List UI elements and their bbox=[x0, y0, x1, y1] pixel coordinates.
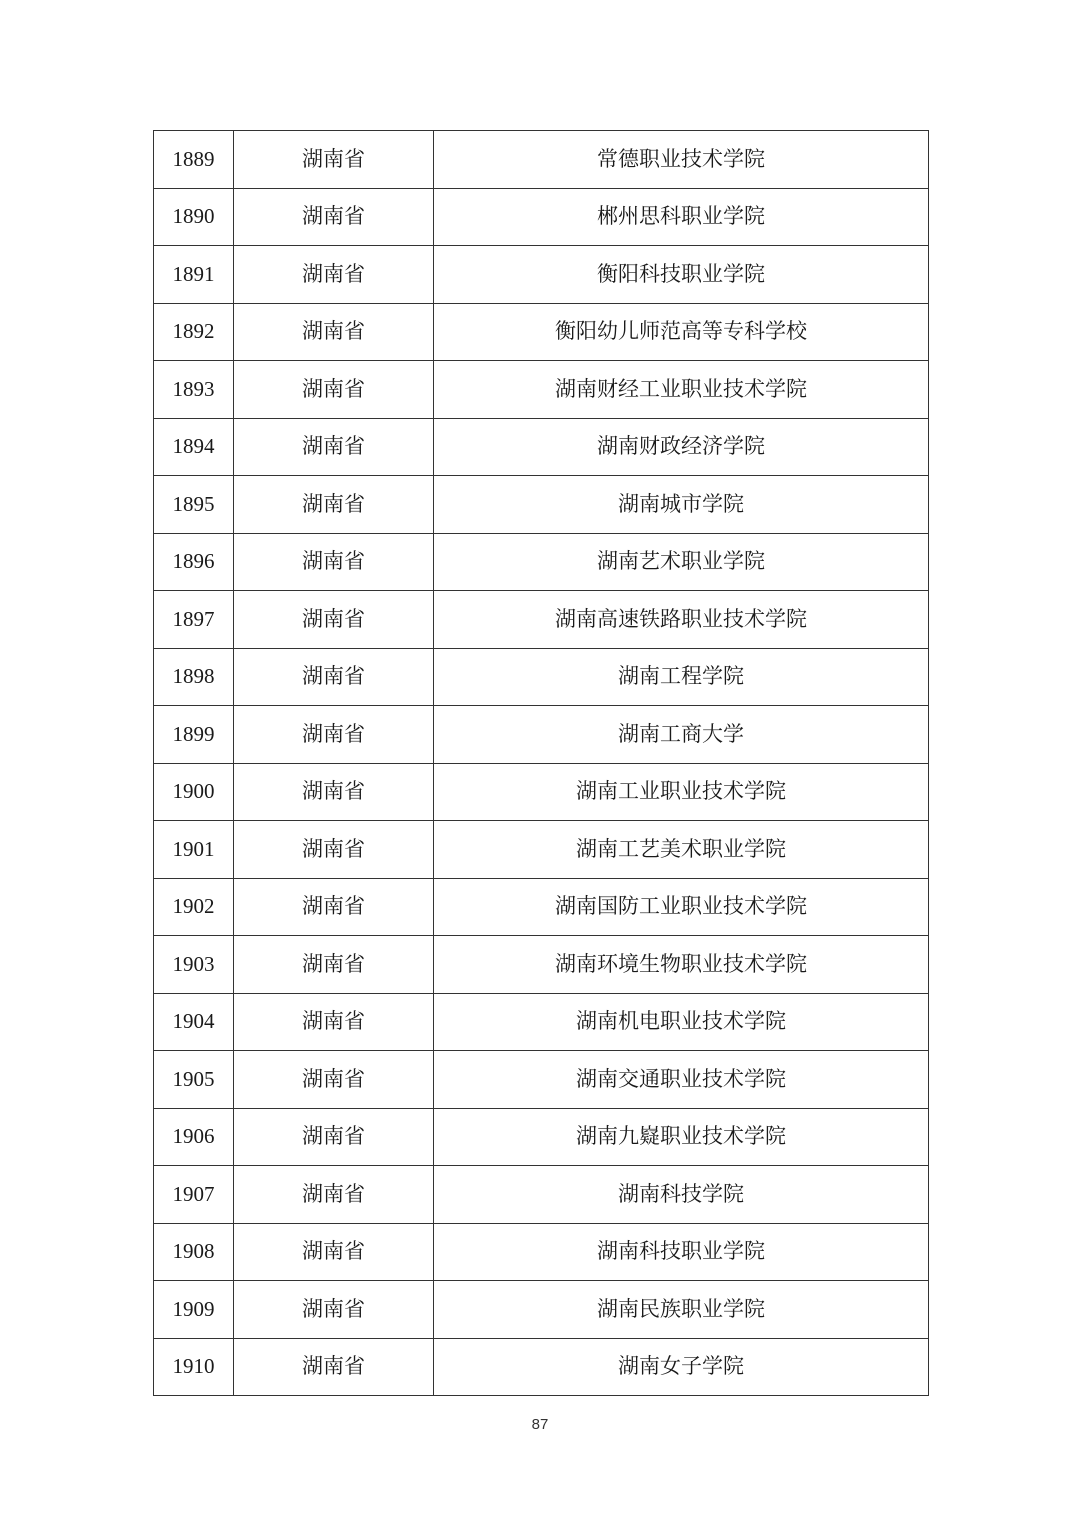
table-row bbox=[154, 533, 929, 591]
school-name-cell: 郴州思科职业学院 bbox=[434, 188, 929, 246]
table-row bbox=[154, 648, 929, 706]
row-number-cell: 1898 bbox=[154, 648, 234, 706]
province-cell: 湖南省 bbox=[234, 591, 434, 649]
school-name-cell: 湖南科技学院 bbox=[434, 1166, 929, 1224]
province-cell: 湖南省 bbox=[234, 246, 434, 304]
school-name-cell: 湖南九嶷职业技术学院 bbox=[434, 1108, 929, 1166]
table-row bbox=[154, 1281, 929, 1339]
table-row bbox=[154, 1223, 929, 1281]
school-name-cell: 湖南工程学院 bbox=[434, 648, 929, 706]
school-name-cell: 湖南民族职业学院 bbox=[434, 1281, 929, 1339]
school-name-cell: 湖南机电职业技术学院 bbox=[434, 993, 929, 1051]
table-row bbox=[154, 476, 929, 534]
school-name-cell: 湖南城市学院 bbox=[434, 476, 929, 534]
school-list-table bbox=[153, 130, 929, 1396]
row-number-cell: 1903 bbox=[154, 936, 234, 994]
school-name-cell: 湖南国防工业职业技术学院 bbox=[434, 878, 929, 936]
row-number-cell: 1907 bbox=[154, 1166, 234, 1224]
province-cell: 湖南省 bbox=[234, 418, 434, 476]
row-number-cell: 1892 bbox=[154, 303, 234, 361]
school-name-cell: 常德职业技术学院 bbox=[434, 131, 929, 189]
row-number-cell: 1904 bbox=[154, 993, 234, 1051]
table-body bbox=[154, 131, 929, 1396]
table-row bbox=[154, 763, 929, 821]
school-name-cell: 湖南工艺美术职业学院 bbox=[434, 821, 929, 879]
row-number-cell: 1899 bbox=[154, 706, 234, 764]
table-row bbox=[154, 361, 929, 419]
row-number-cell: 1890 bbox=[154, 188, 234, 246]
table-row bbox=[154, 418, 929, 476]
province-cell: 湖南省 bbox=[234, 993, 434, 1051]
row-number-cell: 1896 bbox=[154, 533, 234, 591]
table-row bbox=[154, 936, 929, 994]
province-cell: 湖南省 bbox=[234, 361, 434, 419]
row-number-cell: 1889 bbox=[154, 131, 234, 189]
table-row bbox=[154, 188, 929, 246]
school-name-cell: 衡阳科技职业学院 bbox=[434, 246, 929, 304]
row-number-cell: 1893 bbox=[154, 361, 234, 419]
row-number-cell: 1905 bbox=[154, 1051, 234, 1109]
school-name-cell: 湖南艺术职业学院 bbox=[434, 533, 929, 591]
row-number-cell: 1902 bbox=[154, 878, 234, 936]
row-number-cell: 1894 bbox=[154, 418, 234, 476]
school-name-cell: 湖南女子学院 bbox=[434, 1338, 929, 1396]
province-cell: 湖南省 bbox=[234, 706, 434, 764]
province-cell: 湖南省 bbox=[234, 1223, 434, 1281]
row-number-cell: 1901 bbox=[154, 821, 234, 879]
row-number-cell: 1910 bbox=[154, 1338, 234, 1396]
page-number: 87 bbox=[531, 1416, 549, 1433]
table-row bbox=[154, 591, 929, 649]
school-name-cell: 湖南科技职业学院 bbox=[434, 1223, 929, 1281]
school-name-cell: 湖南工商大学 bbox=[434, 706, 929, 764]
school-name-cell: 湖南交通职业技术学院 bbox=[434, 1051, 929, 1109]
province-cell: 湖南省 bbox=[234, 821, 434, 879]
school-name-cell: 湖南高速铁路职业技术学院 bbox=[434, 591, 929, 649]
table-row bbox=[154, 993, 929, 1051]
row-number-cell: 1906 bbox=[154, 1108, 234, 1166]
province-cell: 湖南省 bbox=[234, 303, 434, 361]
table-row bbox=[154, 821, 929, 879]
row-number-cell: 1897 bbox=[154, 591, 234, 649]
province-cell: 湖南省 bbox=[234, 648, 434, 706]
school-name-cell: 衡阳幼儿师范高等专科学校 bbox=[434, 303, 929, 361]
province-cell: 湖南省 bbox=[234, 188, 434, 246]
row-number-cell: 1895 bbox=[154, 476, 234, 534]
table-row bbox=[154, 303, 929, 361]
table-row bbox=[154, 1338, 929, 1396]
table-row bbox=[154, 1051, 929, 1109]
school-name-cell: 湖南环境生物职业技术学院 bbox=[434, 936, 929, 994]
school-name-cell: 湖南财政经济学院 bbox=[434, 418, 929, 476]
table-row bbox=[154, 246, 929, 304]
row-number-cell: 1891 bbox=[154, 246, 234, 304]
table-row bbox=[154, 131, 929, 189]
school-name-cell: 湖南财经工业职业技术学院 bbox=[434, 361, 929, 419]
province-cell: 湖南省 bbox=[234, 533, 434, 591]
province-cell: 湖南省 bbox=[234, 476, 434, 534]
province-cell: 湖南省 bbox=[234, 1051, 434, 1109]
row-number-cell: 1908 bbox=[154, 1223, 234, 1281]
table-row bbox=[154, 706, 929, 764]
table-row bbox=[154, 878, 929, 936]
school-name-cell: 湖南工业职业技术学院 bbox=[434, 763, 929, 821]
table-row bbox=[154, 1108, 929, 1166]
row-number-cell: 1909 bbox=[154, 1281, 234, 1339]
row-number-cell: 1900 bbox=[154, 763, 234, 821]
province-cell: 湖南省 bbox=[234, 936, 434, 994]
table-row bbox=[154, 1166, 929, 1224]
province-cell: 湖南省 bbox=[234, 1108, 434, 1166]
province-cell: 湖南省 bbox=[234, 131, 434, 189]
province-cell: 湖南省 bbox=[234, 878, 434, 936]
province-cell: 湖南省 bbox=[234, 1281, 434, 1339]
province-cell: 湖南省 bbox=[234, 763, 434, 821]
province-cell: 湖南省 bbox=[234, 1338, 434, 1396]
province-cell: 湖南省 bbox=[234, 1166, 434, 1224]
